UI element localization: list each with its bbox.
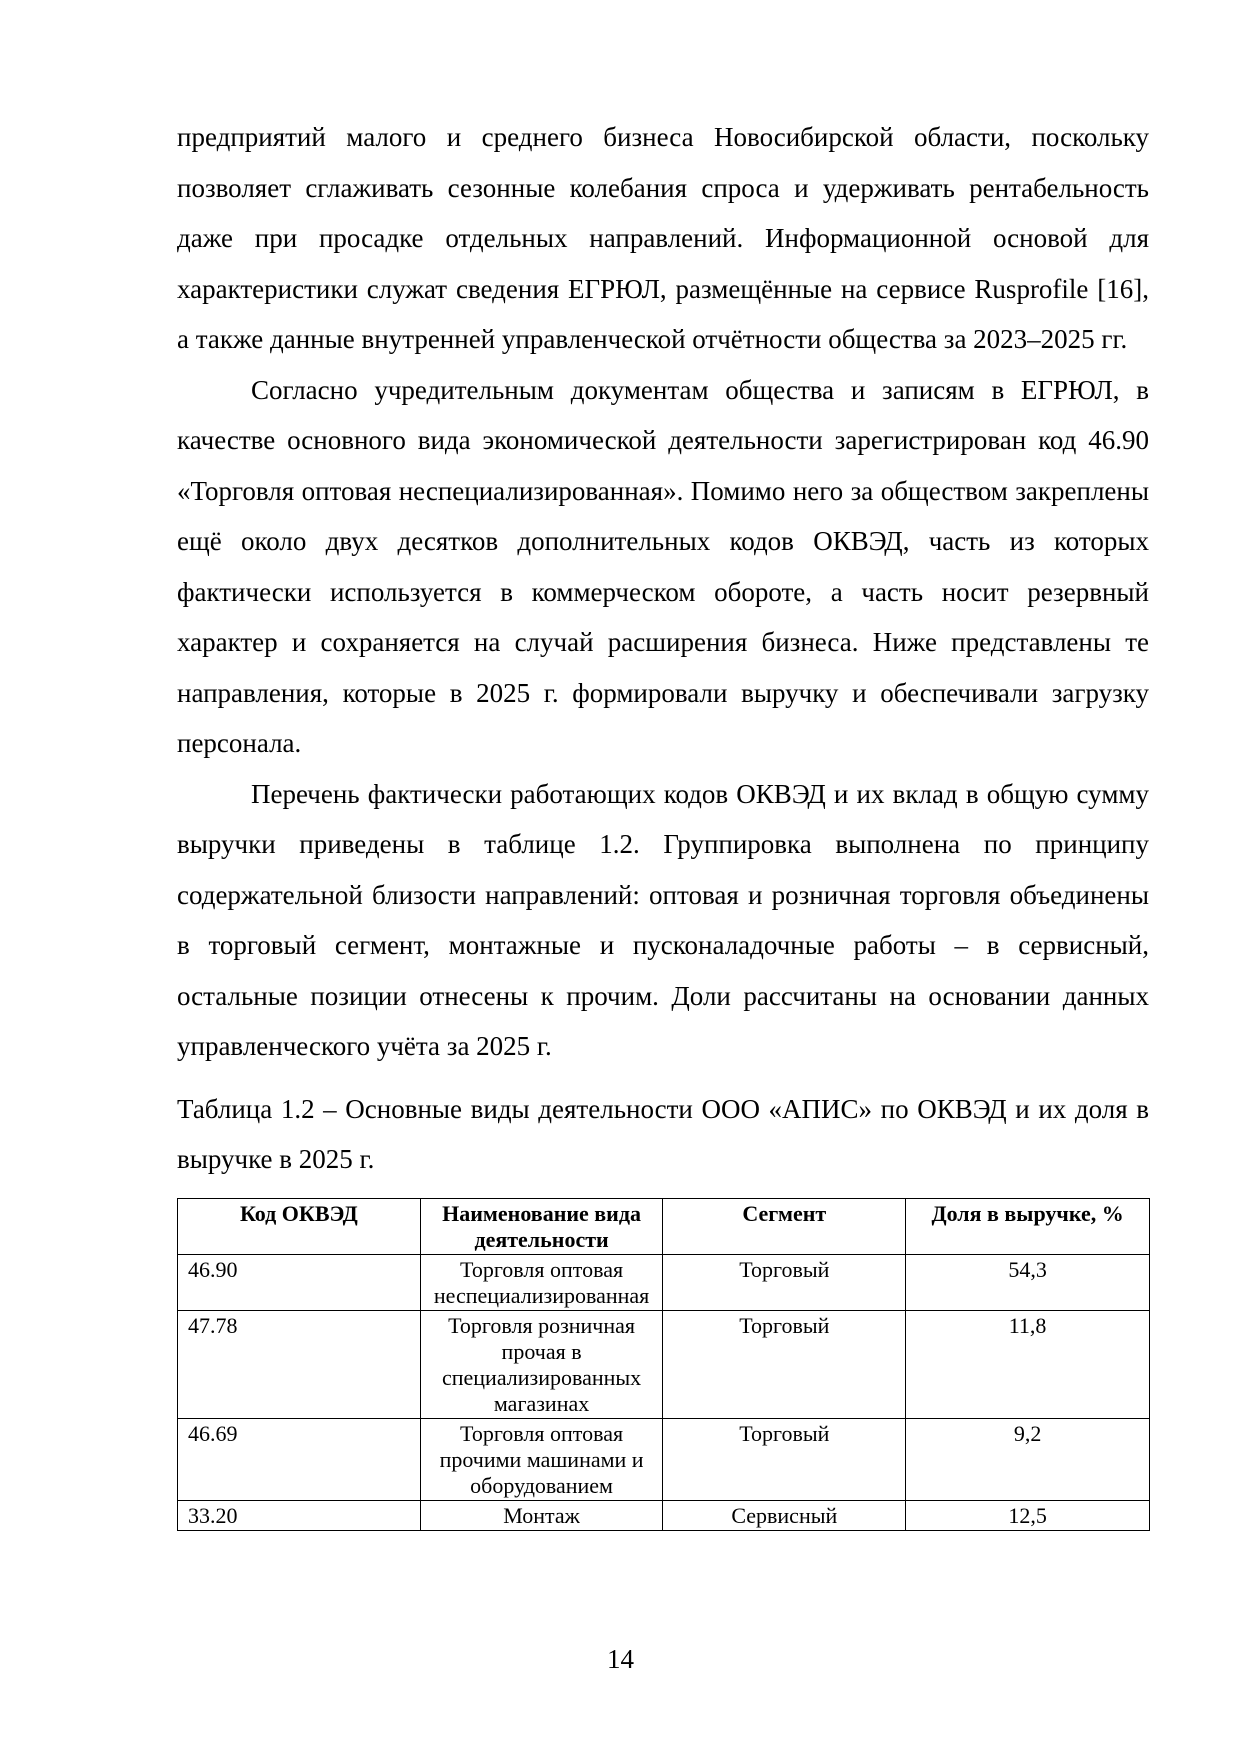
header-code: Код ОКВЭД <box>178 1198 421 1254</box>
okved-table <box>177 1198 1150 1531</box>
cell-code: 33.20 <box>178 1500 421 1530</box>
table-caption: Таблица 1.2 – Основные виды деятельности ООО «АПИС» по ОКВЭД и их доля в выручке в 2025 г. <box>177 1093 1149 1174</box>
cell-activity: Торговля оптовая прочими машинами и оборудованием <box>420 1418 663 1500</box>
cell-code: 46.90 <box>178 1254 421 1310</box>
table-row <box>178 1310 1150 1418</box>
cell-share: 54,3 <box>906 1254 1150 1310</box>
paragraph-1: предприятий малого и среднего бизнеса Новосибирской области, поскольку позволяет сглаживать сезонные колебания спроса и удерживать рентабельность даже при просадке отдельных направлений. Информационной основой для характеристики служат сведения ЕГРЮЛ, размещённые на сервисе Rusprofile [16], а также данные внутренней управленческой отчётности общества за 2023–2025 гг. <box>177 122 1149 354</box>
table-header-row <box>178 1198 1150 1254</box>
cell-segment: Сервисный <box>663 1500 906 1530</box>
table-row <box>178 1254 1150 1310</box>
page-number: 14 <box>607 1644 634 1674</box>
cell-activity: Торговля оптовая неспециализированная <box>420 1254 663 1310</box>
table-row <box>178 1500 1150 1530</box>
cell-code: 47.78 <box>178 1310 421 1418</box>
cell-segment: Торговый <box>663 1254 906 1310</box>
cell-activity: Торговля розничная прочая в специализированных магазинах <box>420 1310 663 1418</box>
cell-share: 12,5 <box>906 1500 1150 1530</box>
paragraph-3: Перечень фактически работающих кодов ОКВЭД и их вклад в общую сумму выручки приведены в таблице 1.2. Группировка выполнена по принципу содержательной близости направлений: оптовая и розничная торговля объединены в торговый сегмент, монтажные и пусконаладочные работы – в сервисный, остальные позиции отнесены к прочим. Доли рассчитаны на основании данных управленческого учёта за 2025 г. <box>177 778 1149 1061</box>
cell-segment: Торговый <box>663 1310 906 1418</box>
cell-code: 46.69 <box>178 1418 421 1500</box>
table-row <box>178 1418 1150 1500</box>
cell-share: 9,2 <box>906 1418 1150 1500</box>
header-activity: Наименование вида деятельности <box>420 1198 663 1254</box>
document-page <box>177 112 1149 1531</box>
cell-segment: Торговый <box>663 1418 906 1500</box>
paragraph-2: Согласно учредительным документам общества и записям в ЕГРЮЛ, в качестве основного вида экономической деятельности зарегистрирован код 46.90 «Торговля оптовая неспециализированная». Помимо него за обществом закреплены ещё около двух десятков дополнительных кодов ОКВЭД, часть из которых фактически используется в коммерческом обороте, а часть носит резервный характер и сохраняется на случай расширения бизнеса. Ниже представлены те направления, которые в 2025 г. формировали выручку и обеспечивали загрузку персонала. <box>177 374 1149 758</box>
cell-share: 11,8 <box>906 1310 1150 1418</box>
header-segment: Сегмент <box>663 1198 906 1254</box>
cell-activity: Монтаж <box>420 1500 663 1530</box>
header-share: Доля в выручке, % <box>906 1198 1150 1254</box>
